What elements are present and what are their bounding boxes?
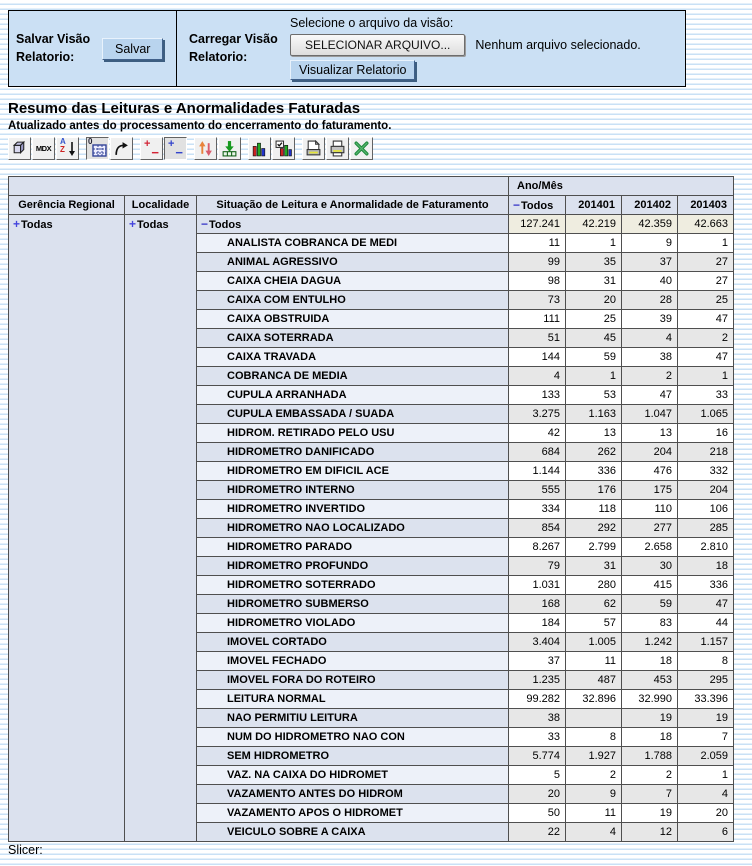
value-cell: 4 [566,823,622,842]
row-label-cell [197,614,509,633]
row-label: Todos [209,219,242,231]
value-cell: 3.275 [509,405,566,424]
drill-member-icon: + − [168,138,183,160]
value-cell: 44 [678,614,734,633]
value-cell: 1 [678,766,734,785]
value-cell: 285 [678,519,734,538]
suppress-empty-rows-button[interactable] [86,137,109,160]
value-cell: 175 [622,481,678,500]
row-label-cell [197,424,509,443]
value-cell: 684 [509,443,566,462]
row-label: COBRANCA DE MEDIA [227,370,348,382]
row-label: VEICULO SOBRE A CAIXA [227,826,366,838]
row-label-cell [197,253,509,272]
value-cell: 111 [509,310,566,329]
value-cell: 25 [678,291,734,310]
row-label: HIDROMETRO PARADO [227,541,353,553]
value-cell: 98 [509,272,566,291]
table-row-total [9,215,734,234]
value-cell: 1.031 [509,576,566,595]
value-cell: 47 [678,310,734,329]
row-label: HIDROMETRO EM DIFICIL ACE [227,465,389,477]
value-cell: 8 [566,728,622,747]
suppress-empty-icon: 0 [88,140,107,157]
value-cell: 47 [622,386,678,405]
value-cell: 204 [622,443,678,462]
row-label: HIDROMETRO SUBMERSO [227,598,369,610]
value-cell: 31 [566,272,622,291]
value-cell: 204 [678,481,734,500]
value-cell: 51 [509,329,566,348]
value-cell: 133 [509,386,566,405]
value-cell: 2 [678,329,734,348]
row-label: VAZAMENTO ANTES DO HIDROM [227,788,403,800]
row-label: HIDROMETRO DANIFICADO [227,446,375,458]
row-label: HIDROM. RETIRADO PELO USU [227,427,395,439]
value-cell: 7 [678,728,734,747]
value-cell: 415 [622,576,678,595]
export-excel-button[interactable] [350,137,373,160]
drill-position-button[interactable] [140,137,163,160]
value-cell: 1.788 [622,747,678,766]
row-label-cell [197,804,509,823]
row-label-cell [197,785,509,804]
value-cell: 106 [678,500,734,519]
value-cell: 59 [622,595,678,614]
value-cell: 4 [678,785,734,804]
sort-button[interactable] [56,137,79,160]
header-situacao: Situação de Leitura e Anormalidade de Faturamento [197,196,509,215]
expand-icon[interactable]: + [13,217,21,231]
value-cell: 62 [566,595,622,614]
printer-icon [329,140,346,157]
view-panel [8,10,686,87]
value-cell: 99 [509,253,566,272]
olap-navigator-button[interactable] [8,137,31,160]
value-cell: 6 [678,823,734,842]
row-label-cell [197,595,509,614]
value-cell: 22 [509,823,566,842]
page-title: Resumo das Leituras e Anormalidades Faturadas [8,100,361,117]
file-prompt-label: Selecione o arquivo da visão: [290,15,454,30]
row-label: CAIXA CHEIA DAGUA [227,275,342,287]
row-label: HIDROMETRO INTERNO [227,484,355,496]
row-label: CAIXA SOTERRADA [227,332,334,344]
value-cell: 33.396 [678,690,734,709]
value-cell: 1 [678,367,734,386]
load-view-section [177,11,685,86]
pivot-toolbar [8,137,391,160]
collapse-icon[interactable]: − [513,198,521,212]
value-cell: 19 [622,804,678,823]
value-cell: 5 [509,766,566,785]
row-label-cell [197,481,509,500]
up-down-arrows-icon [197,140,214,157]
value-cell: 33 [509,728,566,747]
value-cell: 336 [678,576,734,595]
row-label-cell [197,234,509,253]
value-cell: 8.267 [509,538,566,557]
value-cell: 42.219 [566,215,622,234]
value-cell: 18 [622,652,678,671]
value-cell: 218 [678,443,734,462]
value-cell: 53 [566,386,622,405]
value-cell: 1.157 [678,633,734,652]
slicer-label: Slicer: [8,843,43,857]
value-cell: 19 [678,709,734,728]
value-cell: 2.810 [678,538,734,557]
value-cell: 292 [566,519,622,538]
value-cell: 33 [678,386,734,405]
value-cell: 11 [509,234,566,253]
row-label: CUPULA ARRANHADA [227,389,347,401]
value-cell: 18 [678,557,734,576]
value-cell: 9 [566,785,622,804]
row-label-cell [197,310,509,329]
row-label-cell [197,747,509,766]
value-cell: 99.282 [509,690,566,709]
value-cell: 42 [509,424,566,443]
localidade-cell [125,215,197,842]
row-label-cell [197,823,509,842]
row-label-cell [197,557,509,576]
value-cell: 38 [509,709,566,728]
row-label: CAIXA TRAVADA [227,351,317,363]
row-label-cell [197,500,509,519]
header-201403: 201403 [678,196,734,215]
value-cell: 277 [622,519,678,538]
sort-az-icon: A Z [59,140,76,157]
row-label: HIDROMETRO NAO LOCALIZADO [227,522,405,534]
swap-axes-button[interactable] [110,137,133,160]
row-label: IMOVEL CORTADO [227,636,327,648]
row-label: NUM DO HIDROMETRO NAO CON [227,731,405,743]
value-cell: 35 [566,253,622,272]
column-dimension-header: Ano/Mês [509,177,734,196]
print-pdf-button[interactable] [326,137,349,160]
row-label: HIDROMETRO PROFUNDO [227,560,369,572]
value-cell: 45 [566,329,622,348]
value-cell: 176 [566,481,622,500]
header-todos: −Todos [509,196,566,215]
value-cell: 8 [678,652,734,671]
value-cell: 1.005 [566,633,622,652]
value-cell: 280 [566,576,622,595]
row-label: HIDROMETRO VIOLADO [227,617,356,629]
value-cell: 1.047 [622,405,678,424]
row-label-cell [197,538,509,557]
value-cell: 336 [566,462,622,481]
value-cell: 32.990 [622,690,678,709]
mdx-icon: MDX [35,144,52,153]
row-label-cell [197,766,509,785]
row-label-cell [197,671,509,690]
value-cell: 118 [566,500,622,519]
bar-chart-icon [251,140,268,157]
row-label: HIDROMETRO SOTERRADO [227,579,376,591]
value-cell: 3.404 [509,633,566,652]
row-label-cell [197,728,509,747]
value-cell: 7 [622,785,678,804]
value-cell: 2 [566,766,622,785]
pivot-rows [9,215,734,842]
drill-position-icon: + − [144,138,159,160]
file-status-text: Nenhum arquivo selecionado. [475,37,641,52]
gerencia-value: Todas [21,219,53,231]
row-label-cell [197,405,509,424]
row-label-cell [197,462,509,481]
value-cell: 334 [509,500,566,519]
value-cell: 16 [678,424,734,443]
row-label: IMOVEL FORA DO ROTEIRO [227,674,376,686]
value-cell: 31 [566,557,622,576]
value-cell [566,709,622,728]
value-cell: 57 [566,614,622,633]
value-cell: 20 [678,804,734,823]
value-cell: 47 [678,348,734,367]
row-label: SEM HIDROMETRO [227,750,330,762]
value-cell: 40 [622,272,678,291]
value-cell: 1 [566,234,622,253]
value-cell: 1.242 [622,633,678,652]
header-localidade: Localidade [125,196,197,215]
value-cell: 79 [509,557,566,576]
row-label: VAZAMENTO APOS O HIDROMET [227,807,403,819]
value-cell: 4 [509,367,566,386]
row-label: VAZ. NA CAIXA DO HIDROMET [227,769,388,781]
print-config-icon [305,140,322,157]
row-label-cell [197,291,509,310]
value-cell: 2 [622,367,678,386]
select-file-button[interactable]: SELECIONAR ARQUIVO... [290,34,465,56]
row-label-cell [197,576,509,595]
value-cell: 1 [678,234,734,253]
row-label-cell [197,386,509,405]
drill-member-button[interactable] [164,137,187,160]
value-cell: 25 [566,310,622,329]
chart-config-icon [275,140,292,157]
row-label: IMOVEL FECHADO [227,655,327,667]
value-cell: 20 [566,291,622,310]
row-label: ANIMAL AGRESSIVO [227,256,338,268]
row-label-cell [197,367,509,386]
value-cell: 20 [509,785,566,804]
value-cell: 1.235 [509,671,566,690]
header-201401: 201401 [566,196,622,215]
save-button[interactable]: Salvar [102,38,163,60]
value-cell: 28 [622,291,678,310]
cube-icon [11,140,28,157]
value-cell: 4 [622,329,678,348]
value-cell: 2.799 [566,538,622,557]
value-cell: 555 [509,481,566,500]
value-cell: 32.896 [566,690,622,709]
row-label-cell [197,709,509,728]
value-cell: 1.163 [566,405,622,424]
value-cell: 1.144 [509,462,566,481]
value-cell: 27 [678,272,734,291]
value-cell: 47 [678,595,734,614]
expand-icon[interactable]: + [129,217,137,231]
row-label: ANALISTA COBRANCA DE MEDI [227,237,398,249]
chart-config-button[interactable] [272,137,295,160]
save-view-label: Salvar Visão Relatorio: [16,32,91,64]
row-label-cell [197,443,509,462]
value-cell: 50 [509,804,566,823]
value-cell: 27 [678,253,734,272]
row-label-cell [197,215,509,234]
value-cell: 11 [566,652,622,671]
value-cell: 73 [509,291,566,310]
value-cell: 38 [622,348,678,367]
value-cell: 37 [509,652,566,671]
drill-through-button[interactable] [218,137,241,160]
value-cell: 5.774 [509,747,566,766]
header-gerencia-regional: Gerência Regional [9,196,125,215]
value-cell: 2 [622,766,678,785]
value-cell: 12 [622,823,678,842]
mdx-editor-button[interactable] [32,137,55,160]
value-cell: 453 [622,671,678,690]
row-label-cell [197,690,509,709]
value-cell: 262 [566,443,622,462]
value-cell: 11 [566,804,622,823]
gerencia-regional-cell [9,215,125,842]
row-label: CUPULA EMBASSADA / SUADA [227,408,395,420]
row-label-cell [197,633,509,652]
value-cell: 1.927 [566,747,622,766]
value-cell: 295 [678,671,734,690]
save-view-section [9,11,177,86]
row-label: CAIXA COM ENTULHO [227,294,346,306]
row-label: HIDROMETRO INVERTIDO [227,503,366,515]
row-label-cell [197,652,509,671]
value-cell: 30 [622,557,678,576]
header-201402: 201402 [622,196,678,215]
view-report-button[interactable]: Visualizar Relatorio [290,60,415,80]
value-cell: 18 [622,728,678,747]
value-cell: 127.241 [509,215,566,234]
value-cell: 42.663 [678,215,734,234]
row-label-cell [197,348,509,367]
localidade-value: Todas [137,219,169,231]
value-cell: 42.359 [622,215,678,234]
value-cell: 2.059 [678,747,734,766]
value-cell: 487 [566,671,622,690]
row-label: CAIXA OBSTRUIDA [227,313,330,325]
print-config-button[interactable] [302,137,325,160]
collapse-icon[interactable]: − [201,217,209,231]
show-chart-button[interactable] [248,137,271,160]
page-subtitle: Atualizado antes do processamento do encerramento do faturamento. [8,120,392,132]
row-label: LEITURA NORMAL [227,693,326,705]
value-cell: 854 [509,519,566,538]
row-label: NAO PERMITIU LEITURA [227,712,358,724]
pivot-table [8,176,734,842]
row-label-cell [197,272,509,291]
value-cell: 144 [509,348,566,367]
value-cell: 476 [622,462,678,481]
value-cell: 39 [622,310,678,329]
swap-axes-icon [113,140,130,157]
value-cell: 13 [622,424,678,443]
drill-through-icon [221,140,238,157]
value-cell: 110 [622,500,678,519]
value-cell: 37 [622,253,678,272]
value-cell: 332 [678,462,734,481]
load-view-label: Carregar Visão Relatorio: [189,32,278,64]
value-cell: 2.658 [622,538,678,557]
value-cell: 9 [622,234,678,253]
value-cell: 184 [509,614,566,633]
value-cell: 1.065 [678,405,734,424]
value-cell: 59 [566,348,622,367]
row-label-cell [197,329,509,348]
value-cell: 1 [566,367,622,386]
row-label-cell [197,519,509,538]
value-cell: 168 [509,595,566,614]
corner-cell [9,177,509,196]
value-cell: 13 [566,424,622,443]
drill-replace-button[interactable] [194,137,217,160]
value-cell: 19 [622,709,678,728]
excel-icon [353,140,370,157]
value-cell: 83 [622,614,678,633]
